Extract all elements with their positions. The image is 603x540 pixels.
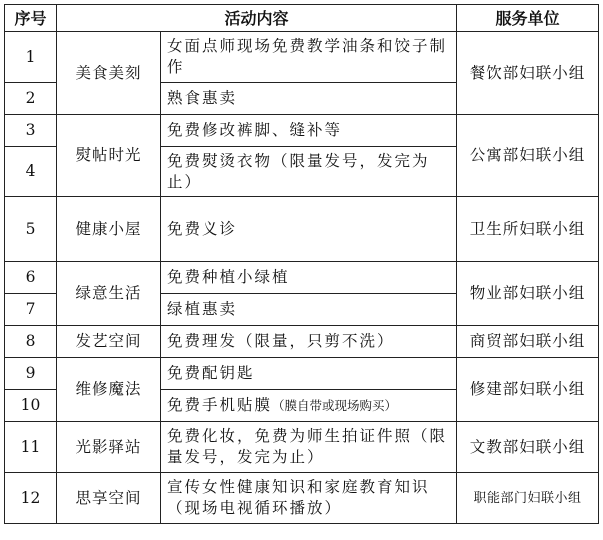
activity-name: 维修魔法 xyxy=(57,358,161,422)
activity-description: 免费理发（限量，只剪不洗） xyxy=(161,326,457,358)
row-number: 1 xyxy=(5,32,57,83)
table-row xyxy=(5,115,599,147)
activity-table-page xyxy=(4,4,598,536)
header-service-unit: 服务单位 xyxy=(457,5,599,32)
service-unit: 物业部妇联小组 xyxy=(457,262,599,326)
row-number: 2 xyxy=(5,83,57,115)
table-row xyxy=(5,473,599,524)
table-row xyxy=(5,422,599,473)
table-row xyxy=(5,32,599,83)
row-number: 7 xyxy=(5,294,57,326)
activity-description: 绿植惠卖 xyxy=(161,294,457,326)
table-row xyxy=(5,358,599,390)
service-unit: 修建部妇联小组 xyxy=(457,358,599,422)
service-unit: 文教部妇联小组 xyxy=(457,422,599,473)
row-number: 11 xyxy=(5,422,57,473)
table-header-row xyxy=(5,5,599,32)
activity-name: 发艺空间 xyxy=(57,326,161,358)
activity-description: 免费义诊 xyxy=(161,197,457,262)
activity-description: 免费修改裤脚、缝补等 xyxy=(161,115,457,147)
activity-description: 女面点师现场免费教学油条和饺子制作 xyxy=(161,32,457,83)
activity-name: 绿意生活 xyxy=(57,262,161,326)
row-number: 6 xyxy=(5,262,57,294)
activity-name: 光影驿站 xyxy=(57,422,161,473)
activity-name: 思享空间 xyxy=(57,473,161,524)
row-number: 8 xyxy=(5,326,57,358)
activity-description: 免费熨烫衣物（限量发号，发完为止） xyxy=(161,147,457,197)
activity-name: 健康小屋 xyxy=(57,197,161,262)
service-unit: 卫生所妇联小组 xyxy=(457,197,599,262)
activity-note: （膜自带或现场购买） xyxy=(272,398,398,413)
row-number: 12 xyxy=(5,473,57,524)
activity-main-text: 免费手机贴膜 xyxy=(167,396,273,414)
service-unit: 商贸部妇联小组 xyxy=(457,326,599,358)
activity-description: 免费配钥匙 xyxy=(161,358,457,390)
activity-description: 宣传女性健康知识和家庭教育知识（现场电视循环播放） xyxy=(161,473,457,524)
service-unit: 职能部门妇联小组 xyxy=(457,473,599,524)
activity-name: 熨帖时光 xyxy=(57,115,161,197)
activity-table xyxy=(4,4,599,524)
row-number: 5 xyxy=(5,197,57,262)
table-row xyxy=(5,262,599,294)
service-unit: 餐饮部妇联小组 xyxy=(457,32,599,115)
header-activity-content: 活动内容 xyxy=(57,5,457,32)
service-unit: 公寓部妇联小组 xyxy=(457,115,599,197)
table-row xyxy=(5,326,599,358)
activity-description: 免费种植小绿植 xyxy=(161,262,457,294)
row-number: 4 xyxy=(5,147,57,197)
header-serial-number: 序号 xyxy=(5,5,57,32)
activity-description xyxy=(161,390,457,422)
table-row xyxy=(5,197,599,262)
row-number: 3 xyxy=(5,115,57,147)
row-number: 9 xyxy=(5,358,57,390)
activity-description: 熟食惠卖 xyxy=(161,83,457,115)
row-number: 10 xyxy=(5,390,57,422)
activity-description: 免费化妆，免费为师生拍证件照（限量发号，发完为止） xyxy=(161,422,457,473)
activity-name: 美食美刻 xyxy=(57,32,161,115)
